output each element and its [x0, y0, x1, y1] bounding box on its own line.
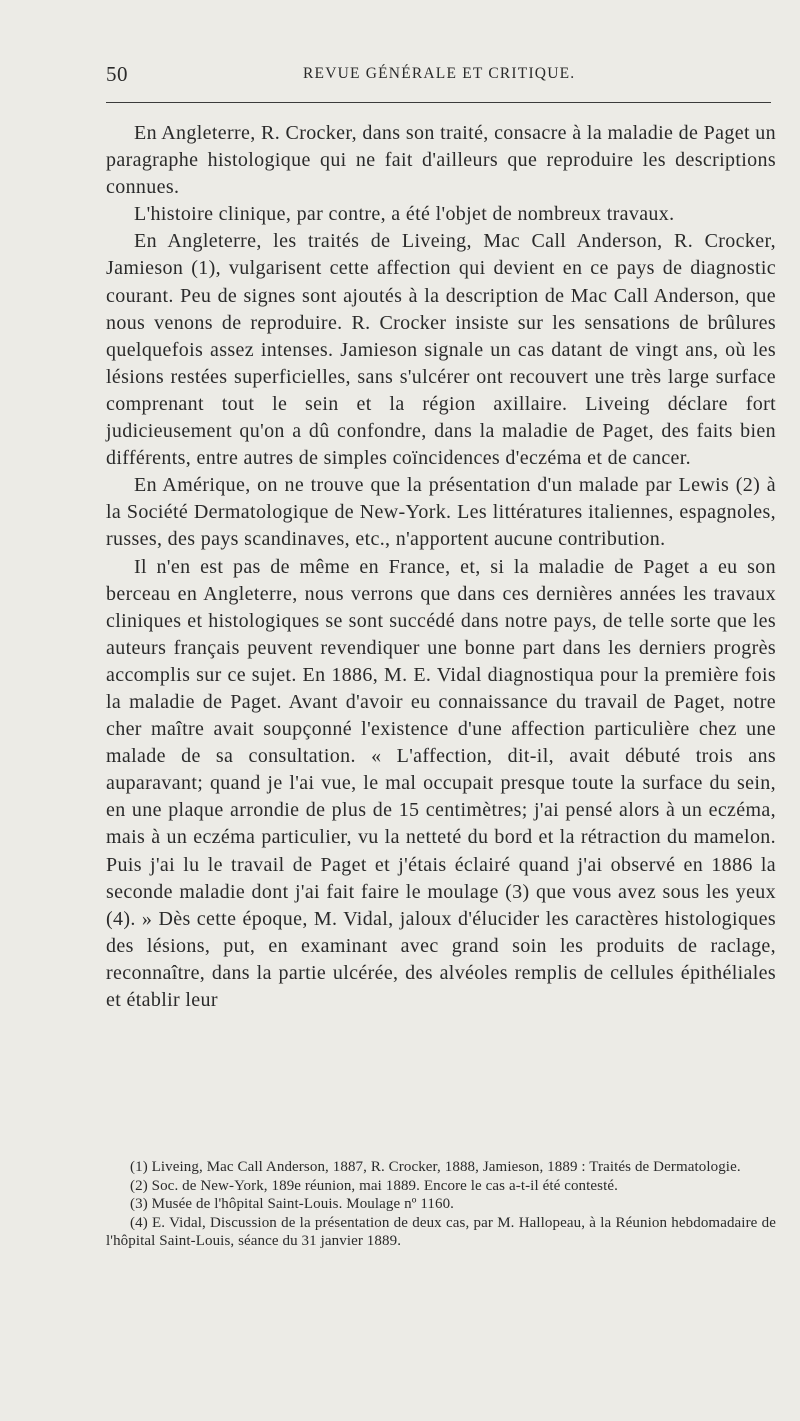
header-rule: [106, 102, 771, 103]
footnote: (1) Liveing, Mac Call Anderson, 1887, R. Crocker, 1888, Jamieson, 1889 : Traités de Dermatologie.: [130, 1159, 741, 1175]
paragraph: L'histoire clinique, par contre, a été l'objet de nombreux travaux.: [134, 203, 675, 226]
paragraph: En Angleterre, les traités de Liveing, Mac Call Anderson, R. Crocker, Jamieson (1), vulgarisent cette affection qui devient en ce pays de diagnostic courant. Peu de signes sont ajoutés à la description de Mac Call Anderson, que nous venons de reproduire. R. Crocker insiste sur les sensations de brûlures quelquefois assez intenses. Jamieson signale un cas datant de vingt ans, où les lésions restées superficielles, sans s'ulcérer ont recouvert une très large surface comprenant tout le sein et la région axillaire. Liveing déclare fort judicieusement qu'on a dû confondre, dans la maladie de Paget, des faits bien différents, entre autres de simples coïncidences d'eczéma et de cancer.: [106, 230, 776, 470]
paragraph: En Angleterre, R. Crocker, dans son traité, consacre à la maladie de Paget un paragraphe histologique qui ne fait d'ailleurs que reproduire les descriptions connues.: [106, 122, 776, 199]
paragraph: En Amérique, on ne trouve que la présentation d'un malade par Lewis (2) à la Société Dermatologique de New-York. Les littératures italiennes, espagnoles, russes, des pays scandinaves, etc., n'apportent aucune contribution.: [106, 474, 776, 551]
running-title: REVUE GÉNÉRALE ET CRITIQUE.: [303, 65, 576, 82]
footnotes: [106, 1158, 776, 1251]
page-number: 50: [106, 62, 128, 86]
paragraph: Il n'en est pas de même en France, et, si la maladie de Paget a eu son berceau en Angleterre, nous verrons que dans ces dernières années les travaux cliniques et histologiques se sont succédé dans notre pays, de telle sorte que les auteurs français peuvent revendiquer une bonne part dans les derniers progrès accomplis sur ce sujet. En 1886, M. E. Vidal diagnostiqua pour la première fois la maladie de Paget. Avant d'avoir eu connaissance du travail de Paget, notre cher maître avait soupçonné l'existence d'une affection particulière chez une malade de sa consultation. « L'affection, dit-il, avait débuté trois ans auparavant; quand je l'ai vue, le mal occupait presque toute la surface du sein, en une plaque arrondie de plus de 15 centimètres; j'ai pensé alors à un eczéma, mais à un eczéma particulier, vu la netteté du bord et la rétraction du mamelon. Puis j'ai lu le travail de Paget et j'étais éclairé quand j'ai observé en 1886 la seconde maladie dont j'ai fait faire le moulage (3) que vous avez sous les yeux (4). » Dès cette époque, M. Vidal, jaloux d'élucider les caractères histologiques des lésions, put, en examinant avec grand soin les produits de raclage, reconnaître, dans la partie ulcérée, des alvéoles remplis de cellules épithéliales et établir leur: [106, 555, 776, 1011]
page-header: [106, 62, 772, 88]
footnote: (3) Musée de l'hôpital Saint-Louis. Moulage nº 1160.: [130, 1196, 455, 1213]
body-text: [106, 120, 776, 1014]
footnote: (4) E. Vidal, Discussion de la présentation de deux cas, par M. Hallopeau, à la Réunion hebdomadaire de l'hôpital Saint-Louis, séance du 31 janvier 1889.: [106, 1214, 776, 1250]
footnote: (2) Soc. de New-York, 189e réunion, mai 1889. Encore le cas a-t-il été contesté.: [130, 1177, 618, 1194]
